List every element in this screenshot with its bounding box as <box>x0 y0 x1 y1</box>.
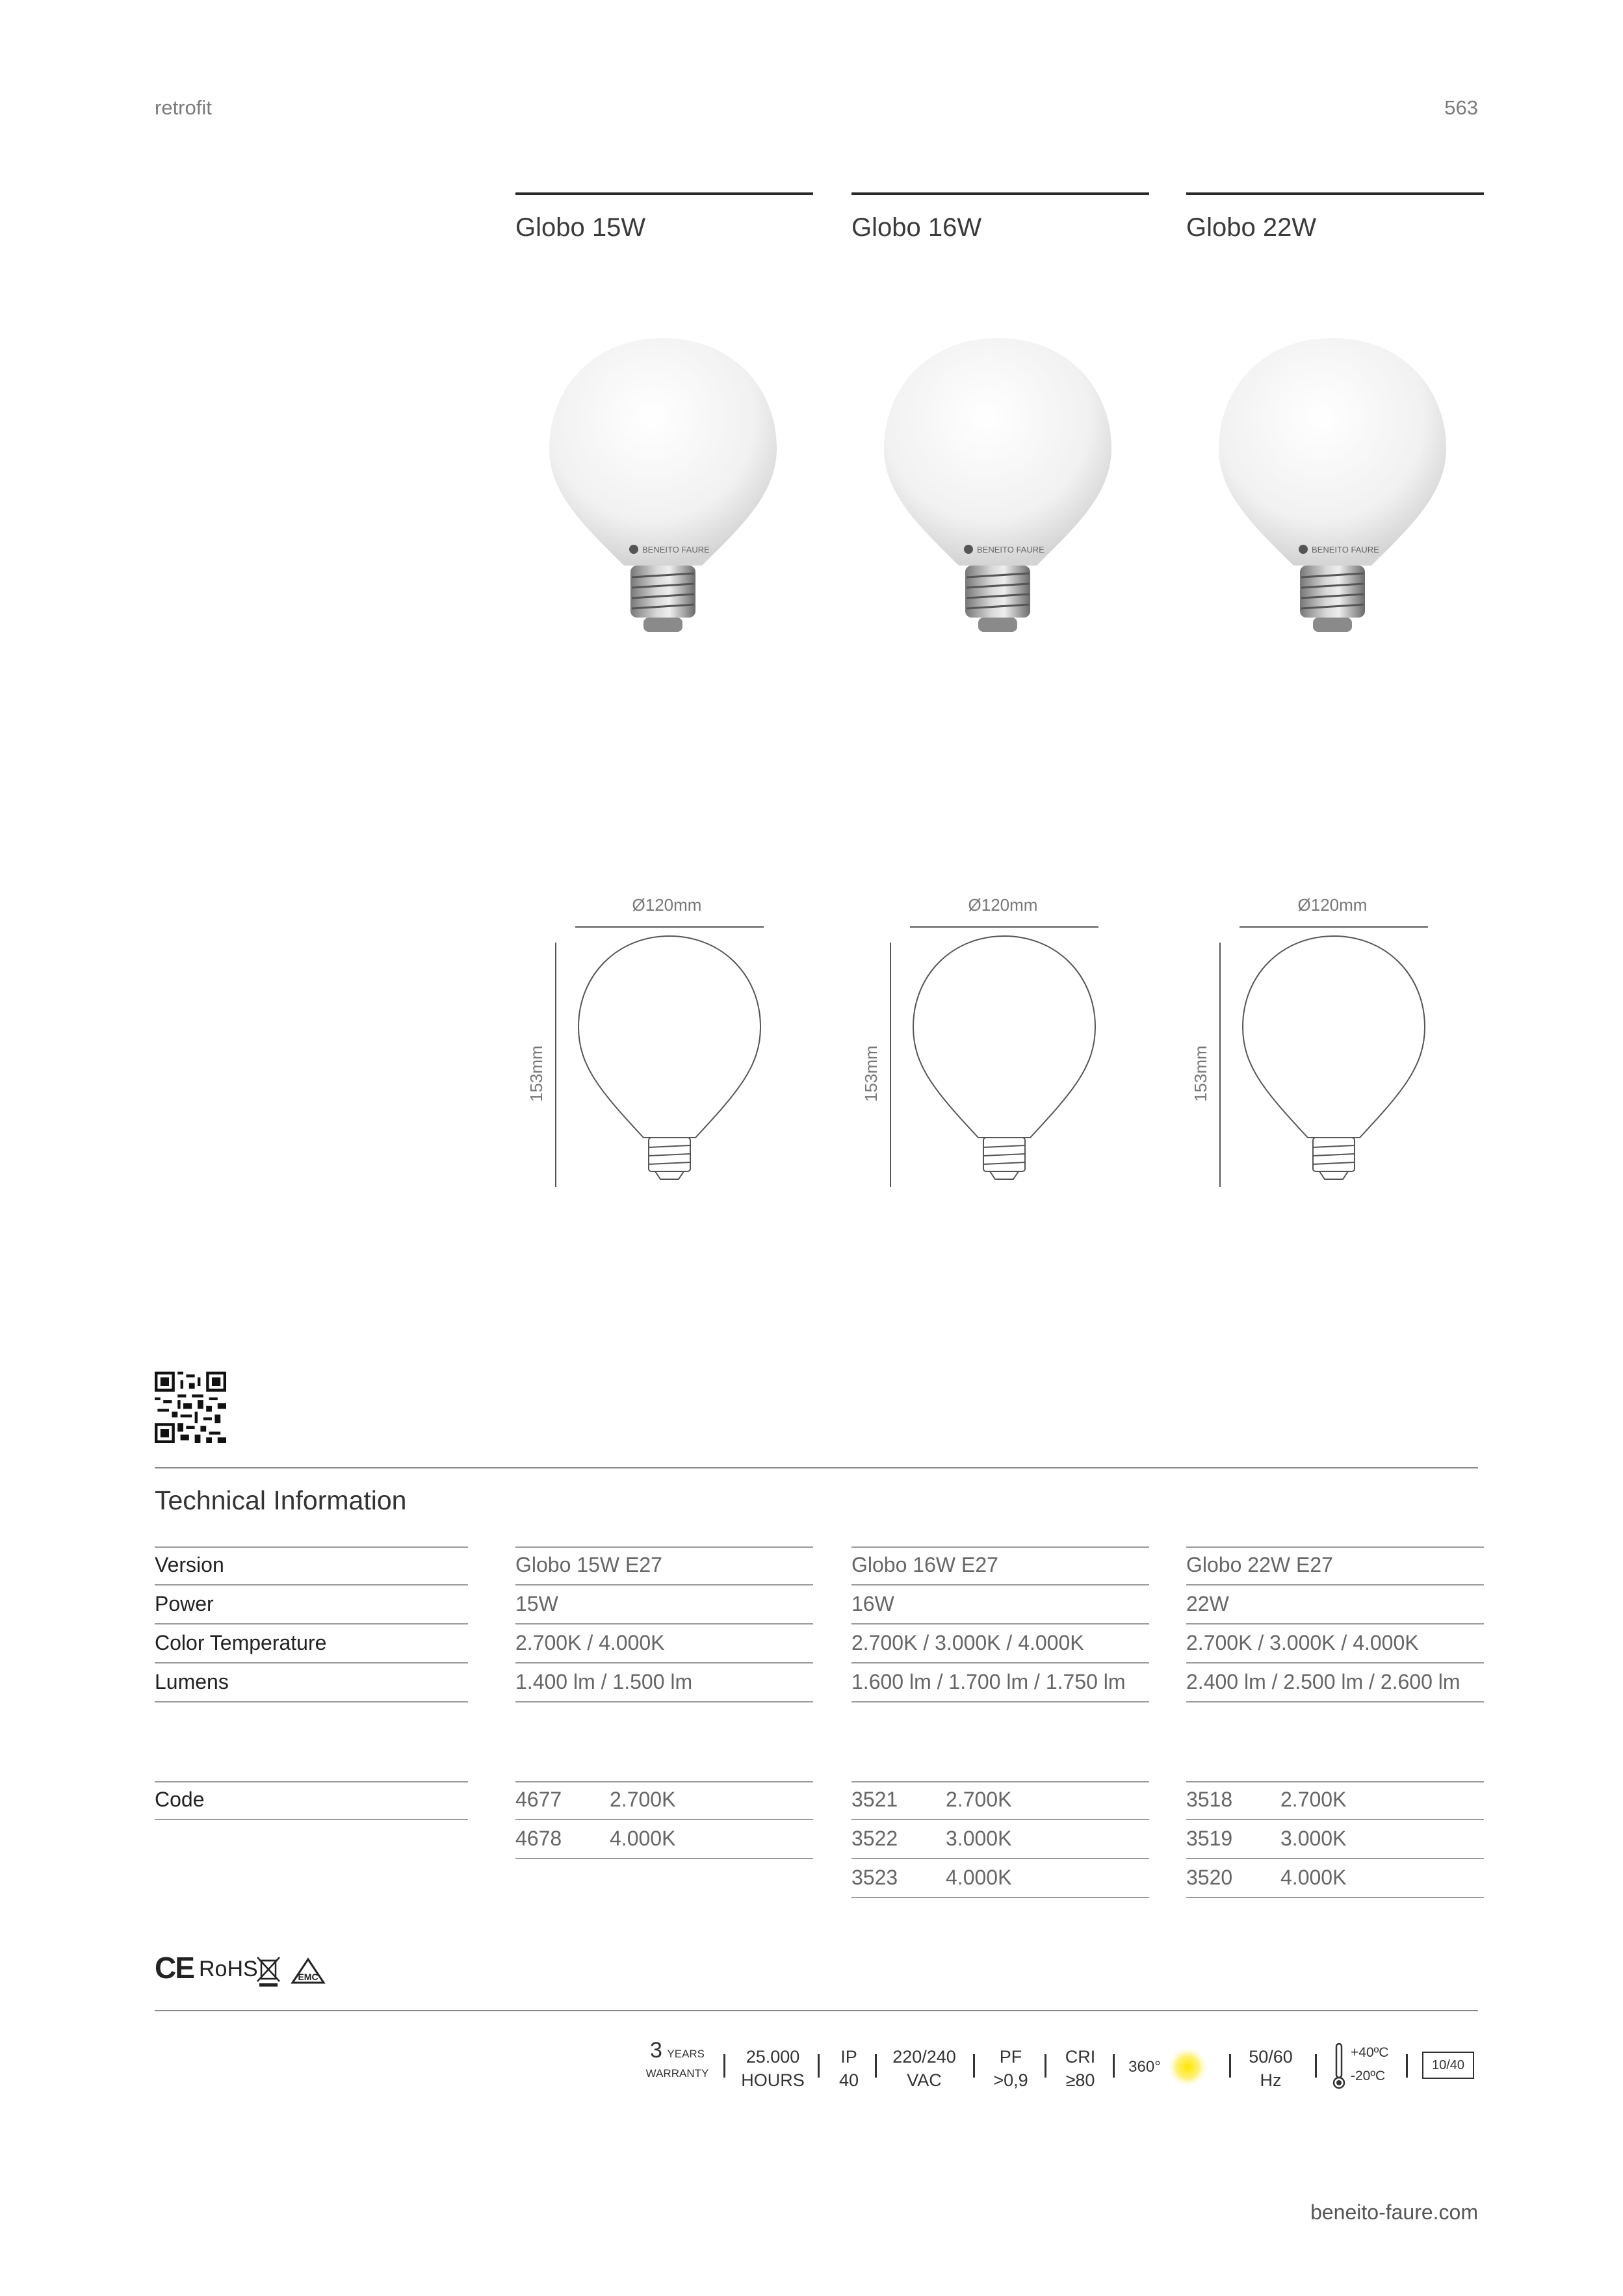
dimension-drawing-3 <box>1210 891 1444 1190</box>
code-temperature: 4.000K <box>610 1827 676 1850</box>
operating-temperature-spec: +40ºC -20ºC <box>1351 2045 1389 2083</box>
cell-color-temp-3: 2.700K / 3.000K / 4.000K <box>1186 1626 1484 1663</box>
cell-power-1: 15W <box>515 1587 813 1624</box>
code-row <box>515 1821 813 1859</box>
height-label-1: 153mm <box>526 1045 546 1102</box>
cell-lumens-3: 2.400 lm / 2.500 lm / 2.600 lm <box>1186 1665 1484 1702</box>
code-number: 3522 <box>851 1827 898 1850</box>
spec-separator <box>1406 2054 1408 2078</box>
code-row <box>1186 1860 1484 1898</box>
code-row <box>1186 1782 1484 1820</box>
height-label-2: 153mm <box>861 1045 881 1102</box>
diameter-label-1: Ø120mm <box>632 895 702 915</box>
spec-separator <box>818 2054 820 2078</box>
emc-triangle-icon <box>290 1957 326 1987</box>
ip-spec: IP 40 <box>838 2047 859 2090</box>
weee-bin-icon <box>255 1955 281 1988</box>
cri-spec: CRI ≥80 <box>1065 2047 1096 2090</box>
qr-code[interactable] <box>155 1372 226 1443</box>
switching-cycles-spec: 10/40 <box>1422 2052 1474 2079</box>
certifications-divider <box>155 2010 1478 2011</box>
cell-lumens-2: 1.600 lm / 1.700 lm / 1.750 lm <box>851 1665 1149 1702</box>
warranty-spec: 3 YEARS WARRANTY <box>645 2038 709 2080</box>
spec-separator <box>1113 2054 1115 2078</box>
cell-version-2: Globo 16W E27 <box>851 1548 1149 1585</box>
bulb-brand-3: BENEITO FAURE <box>1312 545 1379 554</box>
dimension-drawing-2 <box>881 891 1115 1190</box>
cell-color-temp-2: 2.700K / 3.000K / 4.000K <box>851 1626 1149 1663</box>
label-lumens: Lumens <box>155 1665 468 1702</box>
light-sun-icon <box>1167 2046 1208 2088</box>
product-rule-2 <box>851 192 1149 195</box>
diameter-label-2: Ø120mm <box>968 895 1038 915</box>
product-rule-1 <box>515 192 813 195</box>
label-version: Version <box>155 1548 468 1585</box>
code-temperature: 3.000K <box>946 1827 1012 1850</box>
label-power: Power <box>155 1587 468 1624</box>
code-temperature: 2.700K <box>946 1788 1012 1811</box>
spec-separator <box>1045 2054 1046 2078</box>
spec-separator <box>973 2054 975 2078</box>
label-color-temperature: Color Temperature <box>155 1626 468 1663</box>
bulb-image-3 <box>1209 332 1456 657</box>
lifetime-spec: 25.000 HOURS <box>741 2047 805 2090</box>
code-row <box>851 1821 1149 1859</box>
dimension-drawing-1 <box>546 891 780 1190</box>
code-number: 3523 <box>851 1866 898 1889</box>
code-number: 3521 <box>851 1788 898 1811</box>
code-row <box>851 1860 1149 1898</box>
product-title-3: Globo 22W <box>1186 213 1317 242</box>
page-number: 563 <box>1444 96 1478 119</box>
height-label-3: 153mm <box>1191 1045 1210 1102</box>
product-title-1: Globo 15W <box>515 213 646 242</box>
label-code: Code <box>155 1782 468 1820</box>
code-temperature: 4.000K <box>946 1866 1012 1889</box>
code-number: 3520 <box>1186 1866 1233 1889</box>
voltage-spec: 220/240 VAC <box>892 2047 956 2090</box>
cell-version-1: Globo 15W E27 <box>515 1548 813 1585</box>
spec-separator <box>723 2054 725 2078</box>
code-number: 4677 <box>515 1788 562 1811</box>
code-temperature: 2.700K <box>610 1788 676 1811</box>
bulb-image-2 <box>874 332 1121 657</box>
emc-mark: EMC <box>298 1972 318 1982</box>
code-temperature: 4.000K <box>1280 1866 1347 1889</box>
beam-angle-spec: 360° <box>1128 2058 1161 2076</box>
product-rule-3 <box>1186 192 1484 195</box>
spec-separator <box>875 2054 877 2078</box>
frequency-spec: 50/60 Hz <box>1249 2047 1293 2090</box>
section-divider <box>155 1467 1478 1468</box>
bulb-brand-1: BENEITO FAURE <box>642 545 710 554</box>
code-number: 4678 <box>515 1827 562 1850</box>
code-number: 3518 <box>1186 1788 1233 1811</box>
diameter-label-3: Ø120mm <box>1297 895 1368 915</box>
code-number: 3519 <box>1186 1827 1233 1850</box>
cell-power-2: 16W <box>851 1587 1149 1624</box>
code-row <box>851 1782 1149 1820</box>
cell-lumens-1: 1.400 lm / 1.500 lm <box>515 1665 813 1702</box>
spec-separator <box>1229 2054 1231 2078</box>
spec-separator <box>1315 2054 1317 2078</box>
bulb-brand-2: BENEITO FAURE <box>977 545 1045 554</box>
bulb-image-1 <box>539 332 786 657</box>
ce-mark-icon: CE <box>155 1951 194 1985</box>
power-factor-spec: PF >0,9 <box>993 2047 1028 2090</box>
product-title-2: Globo 16W <box>851 213 982 242</box>
code-temperature: 2.700K <box>1280 1788 1347 1811</box>
thermometer-icon <box>1331 2041 1347 2091</box>
cell-power-3: 22W <box>1186 1587 1484 1624</box>
rohs-mark: RoHS <box>199 1957 258 1981</box>
cell-color-temp-1: 2.700K / 4.000K <box>515 1626 813 1663</box>
website-link[interactable]: beneito-faure.com <box>1310 2200 1478 2224</box>
cell-version-3: Globo 22W E27 <box>1186 1548 1484 1585</box>
code-temperature: 3.000K <box>1280 1827 1347 1850</box>
code-row <box>515 1782 813 1820</box>
technical-info-title: Technical Information <box>155 1485 407 1515</box>
section-label: retrofit <box>155 96 212 119</box>
code-row <box>1186 1821 1484 1859</box>
